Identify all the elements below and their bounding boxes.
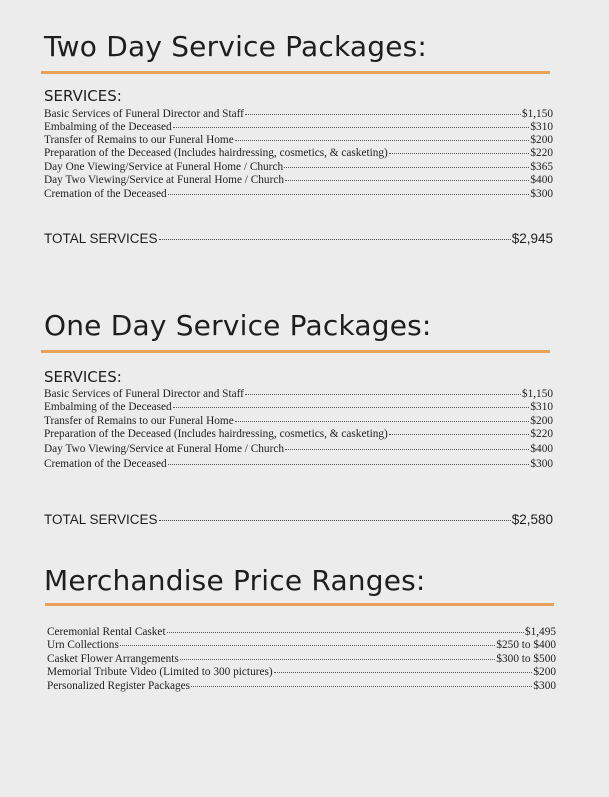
dot-leader <box>168 194 530 195</box>
item-label: Embalming of the Deceased <box>44 401 172 413</box>
item-label: Transfer of Remains to our Funeral Home <box>44 134 234 146</box>
item-price: $1,495 <box>524 626 556 638</box>
dot-leader <box>173 127 530 128</box>
list-item <box>44 458 553 470</box>
list-item <box>47 680 556 692</box>
item-label: Casket Flower Arrangements <box>47 653 179 665</box>
item-label: Basic Services of Funeral Director and Staff <box>44 108 244 120</box>
list-item <box>44 161 553 173</box>
item-price: $250 to $400 <box>496 639 556 651</box>
total-label: TOTAL SERVICES <box>44 231 158 246</box>
item-price: $220 <box>530 147 553 159</box>
item-label: Personalized Register Packages <box>47 680 191 692</box>
item-label: Ceremonial Rental Casket <box>47 626 166 638</box>
list-item <box>47 666 556 678</box>
list-item <box>44 108 553 120</box>
dot-leader <box>167 632 524 633</box>
list-item <box>44 388 553 400</box>
item-price: $200 <box>533 666 556 678</box>
list-item <box>47 626 556 638</box>
dot-leader <box>168 464 530 465</box>
dot-leader <box>180 659 496 660</box>
one-day-divider <box>41 350 550 353</box>
two-day-divider <box>41 71 550 74</box>
dot-leader <box>285 449 529 450</box>
item-price: $310 <box>530 121 553 133</box>
dot-leader <box>159 520 511 521</box>
item-label: Day One Viewing/Service at Funeral Home / Church <box>44 161 284 173</box>
dot-leader <box>173 407 530 408</box>
list-item <box>44 428 553 440</box>
list-item <box>47 639 556 651</box>
item-label: Embalming of the Deceased <box>44 121 172 133</box>
item-price: $300 <box>530 188 553 200</box>
item-price: $365 <box>530 161 553 173</box>
one-day-heading: One Day Service Packages: <box>44 309 432 342</box>
list-item <box>44 134 553 146</box>
item-price: $1,150 <box>521 108 553 120</box>
list-item <box>44 121 553 133</box>
item-price: $310 <box>530 401 553 413</box>
two-day-total <box>44 231 553 246</box>
item-label: Preparation of the Deceased (Includes hairdressing, cosmetics, & casketing) <box>44 147 388 159</box>
item-price: $200 <box>530 415 553 427</box>
item-price: $220 <box>530 428 553 440</box>
total-label: TOTAL SERVICES <box>44 512 158 527</box>
list-item <box>44 174 553 186</box>
two-day-services-label: SERVICES: <box>44 87 122 105</box>
item-price: $400 <box>530 443 553 455</box>
dot-leader <box>274 672 533 673</box>
item-price: $1,150 <box>521 388 553 400</box>
total-value: $2,945 <box>511 231 553 246</box>
item-label: Memorial Tribute Video (Limited to 300 pictures) <box>47 666 273 678</box>
one-day-services-label: SERVICES: <box>44 368 122 386</box>
item-label: Urn Collections <box>47 639 119 651</box>
item-label: Cremation of the Deceased <box>44 188 167 200</box>
dot-leader <box>159 239 511 240</box>
total-value: $2,580 <box>511 512 553 527</box>
item-label: Cremation of the Deceased <box>44 458 167 470</box>
one-day-total <box>44 512 553 527</box>
item-price: $300 to $500 <box>496 653 556 665</box>
list-item <box>44 443 553 455</box>
item-price: $200 <box>530 134 553 146</box>
item-price: $400 <box>530 174 553 186</box>
dot-leader <box>245 114 521 115</box>
item-price: $300 <box>533 680 556 692</box>
dot-leader <box>235 140 530 141</box>
item-label: Transfer of Remains to our Funeral Home <box>44 415 234 427</box>
dot-leader <box>120 645 496 646</box>
dot-leader <box>191 686 532 687</box>
item-price: $300 <box>530 458 553 470</box>
list-item <box>47 653 556 665</box>
list-item <box>44 401 553 413</box>
dot-leader <box>285 180 529 181</box>
item-label: Day Two Viewing/Service at Funeral Home / Church <box>44 174 285 186</box>
merchandise-heading: Merchandise Price Ranges: <box>44 564 426 597</box>
merchandise-divider <box>45 603 554 606</box>
dot-leader <box>245 394 521 395</box>
list-item <box>44 147 553 159</box>
dot-leader <box>389 434 530 435</box>
item-label: Basic Services of Funeral Director and Staff <box>44 388 244 400</box>
list-item <box>44 415 553 427</box>
item-label: Preparation of the Deceased (Includes hairdressing, cosmetics, & casketing) <box>44 428 388 440</box>
dot-leader <box>389 153 530 154</box>
list-item <box>44 188 553 200</box>
dot-leader <box>284 167 529 168</box>
dot-leader <box>235 421 530 422</box>
two-day-heading: Two Day Service Packages: <box>44 30 428 63</box>
item-label: Day Two Viewing/Service at Funeral Home / Church <box>44 443 285 455</box>
